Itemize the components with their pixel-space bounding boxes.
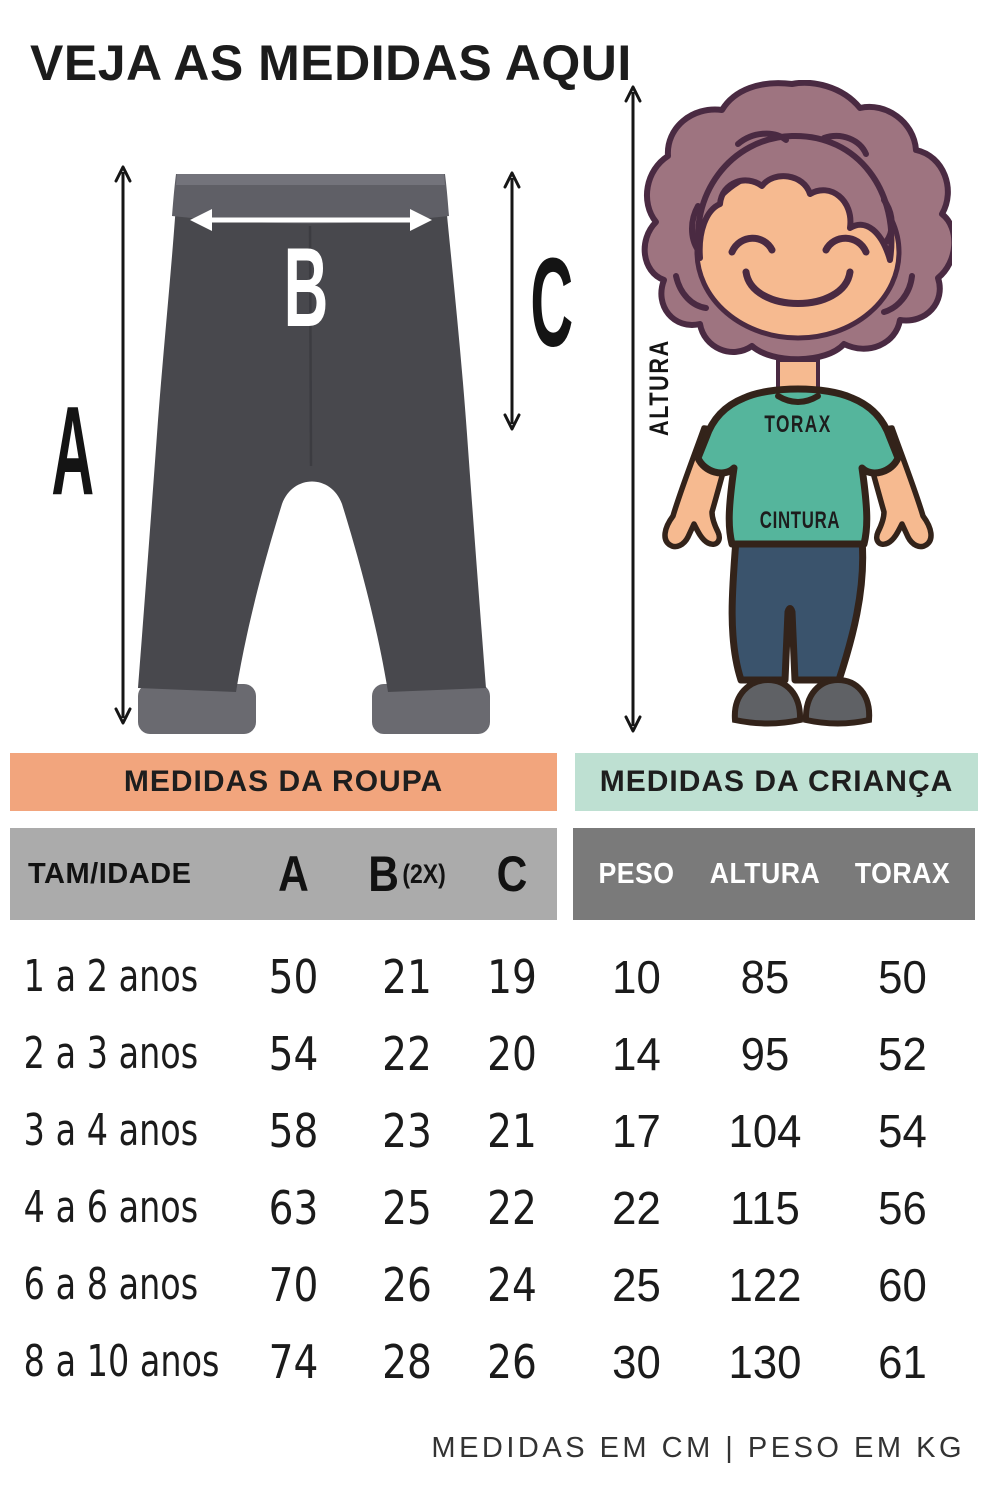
- child-right-shoe: [806, 680, 869, 724]
- cell-b: 22: [382, 1026, 432, 1081]
- cell-size: 2 a 3 anos: [23, 1028, 199, 1079]
- column-a-label: A: [278, 846, 309, 902]
- cell-size: 4 a 6 anos: [23, 1182, 199, 1233]
- altura-label: ALTURA: [644, 339, 674, 436]
- column-size-label: TAM/IDADE: [28, 857, 192, 890]
- column-altura-label: ALTURA: [709, 857, 821, 890]
- clothing-columns-bar: [10, 828, 557, 920]
- child-columns-bar: [573, 828, 975, 920]
- cintura-label: CINTURA: [759, 507, 841, 534]
- cell-altura: 85: [740, 950, 790, 1003]
- cell-c: 22: [487, 1180, 537, 1235]
- table-row: [10, 1169, 975, 1246]
- cell-peso: 30: [612, 1335, 661, 1388]
- child-table-header-label: MEDIDAS DA CRIANÇA: [599, 765, 954, 798]
- table-row: [10, 1015, 975, 1092]
- cell-peso: 10: [612, 950, 661, 1003]
- table-row: [10, 938, 975, 1015]
- cell-a: 54: [268, 1026, 319, 1081]
- child-pants: [732, 540, 863, 680]
- column-c-label: C: [496, 846, 528, 902]
- measure-arrow-a-icon: [114, 164, 132, 726]
- child-table-header: [575, 753, 978, 811]
- cell-peso: 22: [612, 1181, 661, 1234]
- cell-b: 25: [382, 1180, 432, 1235]
- cell-size: 8 a 10 anos: [23, 1336, 220, 1387]
- pants-illustration: [134, 168, 494, 740]
- cell-b: 28: [382, 1334, 432, 1389]
- cell-c: 21: [487, 1103, 537, 1158]
- measure-arrow-c-icon: [503, 170, 521, 432]
- cell-a: 74: [268, 1334, 319, 1389]
- cell-peso: 25: [612, 1258, 661, 1311]
- column-b-note: (2X): [402, 858, 446, 889]
- cell-a: 50: [268, 949, 319, 1004]
- cell-torax: 61: [878, 1335, 927, 1388]
- child-left-shoe: [735, 680, 800, 724]
- measure-letter-b: B: [283, 225, 329, 351]
- cell-size: 1 a 2 anos: [23, 951, 199, 1002]
- cell-c: 20: [487, 1026, 537, 1081]
- cell-b: 26: [382, 1257, 432, 1312]
- cell-size: 3 a 4 anos: [23, 1105, 199, 1156]
- measure-letter-c: C: [530, 232, 574, 373]
- pants-waistband-lip: [176, 174, 445, 185]
- measure-letter-a: A: [51, 380, 95, 521]
- column-peso-label: PESO: [598, 857, 675, 890]
- column-b-label: [356, 845, 458, 903]
- cell-peso: 17: [612, 1104, 661, 1157]
- page-title: VEJA AS MEDIDAS AQUI: [30, 35, 632, 91]
- pants-left-cuff: [138, 684, 256, 734]
- cell-altura: 104: [728, 1104, 802, 1157]
- cell-altura: 122: [728, 1258, 802, 1311]
- cell-peso: 14: [612, 1027, 661, 1080]
- cell-torax: 56: [878, 1181, 927, 1234]
- cell-altura: 95: [740, 1027, 790, 1080]
- cell-altura: 115: [730, 1181, 800, 1234]
- column-torax-label: TORAX: [854, 857, 951, 890]
- cell-torax: 54: [878, 1104, 927, 1157]
- cell-altura: 130: [728, 1335, 802, 1388]
- cell-b: 21: [382, 949, 432, 1004]
- clothing-table-header: [10, 753, 557, 811]
- clothing-table-header-label: MEDIDAS DA ROUPA: [123, 765, 444, 798]
- table-row: [10, 1246, 975, 1323]
- cell-a: 70: [268, 1257, 319, 1312]
- cell-b: 23: [382, 1103, 432, 1158]
- cell-torax: 52: [878, 1027, 927, 1080]
- table-row: [10, 1323, 975, 1400]
- table-row: [10, 1092, 975, 1169]
- cell-torax: 60: [878, 1258, 927, 1311]
- torax-label: TORAX: [764, 411, 832, 438]
- size-table: [10, 938, 975, 1400]
- cell-c: 26: [487, 1334, 537, 1389]
- cell-torax: 50: [878, 950, 927, 1003]
- cell-c: 24: [487, 1257, 537, 1312]
- cell-a: 58: [268, 1103, 319, 1158]
- cell-a: 63: [268, 1180, 319, 1235]
- cell-size: 6 a 8 anos: [23, 1259, 199, 1310]
- child-illustration: [640, 80, 952, 736]
- column-b-letter: B: [368, 846, 399, 902]
- cell-c: 19: [487, 949, 537, 1004]
- units-note: MEDIDAS EM CM | PESO EM KG: [431, 1432, 965, 1464]
